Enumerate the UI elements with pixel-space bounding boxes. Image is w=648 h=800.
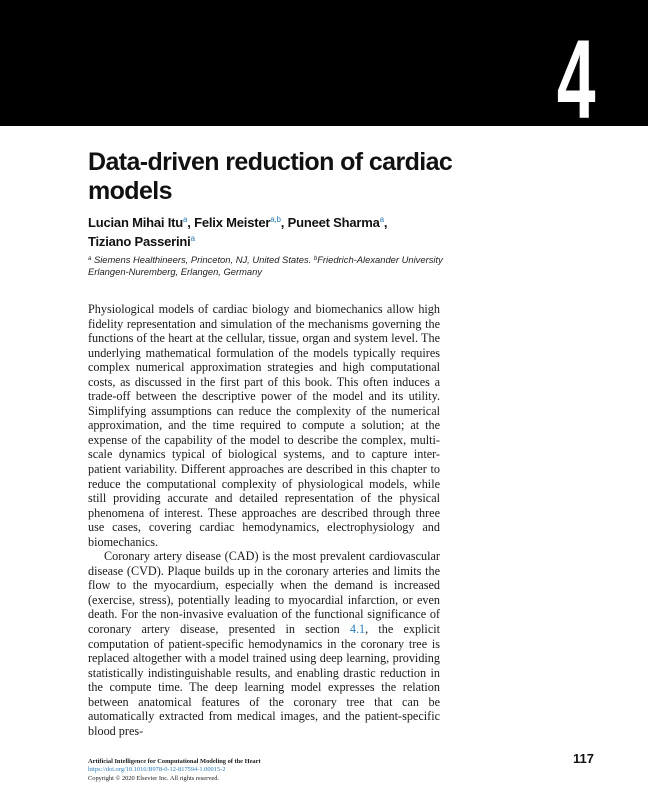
affiliation-a-text: Siemens Healthineers, Princeton, NJ, United States. xyxy=(93,254,312,265)
author-name: Lucian Mihai Itu xyxy=(88,215,184,230)
author-name: Puneet Sharma xyxy=(287,215,380,230)
affiliation-marker: a xyxy=(88,256,92,262)
chapter-title: Data-driven reduction of cardiac models xyxy=(88,148,453,205)
author-affiliation-link[interactable]: a xyxy=(379,215,384,224)
author-affiliation-link[interactable]: a,b xyxy=(270,215,281,224)
author-list: Lucian Mihai Itu$^a$, Felix Meister$^{a,b}$, Puneet Sharma$^a$, Tiziano Passerini$^a$ xyxy=(88,215,388,249)
author-name: Tiziano Passerini xyxy=(88,234,191,249)
affiliation-marker: b xyxy=(313,256,318,262)
section-cross-reference-link[interactable]: 4.1 xyxy=(349,622,366,637)
affiliations xyxy=(88,254,448,278)
footer-doi-link[interactable]: https://doi.org/10.1016/B978-0-12-817594-1.00015-2 xyxy=(88,766,226,774)
author-affiliation-link[interactable]: a xyxy=(190,234,195,243)
footer-copyright: Copyright © 2020 Elsevier Inc. All rights reserved. xyxy=(88,774,220,782)
affiliation-b-text: Friedrich-Alexander University Erlangen-Nuremberg, Erlangen, Germany xyxy=(88,254,443,277)
body-paragraph xyxy=(88,549,440,738)
chapter-number: 4 xyxy=(556,17,594,142)
body-paragraph: Physiological models of cardiac biology and biomechanics allow high fidelity representation and simulation of the mechanisms governing the functions of the heart at the cellular, tissue, organ and system level. The underlying mathematical formulation of the models typically requires complex numerical approximation strategies and high computational costs, as discussed in the first part of this book. This often induces a trade-off between the descriptive power of the model and its utility. Simplifying assumptions can reduce the complexity of the numerical approximation, and the time required to compute a solution; at the expense of the capability of the model to describe the complex, multi-scale dynamics typical of biological systems, and to capture inter-patient variability. Different approaches are described in this chapter to reduce the computational complexity of physiological models, while still providing accurate and detailed representation of the physical phenomena of interest. These approaches are described through three use cases, covering cardiac hemodynamics, electrophysiology and biomechanics. xyxy=(88,302,440,549)
page-number: 117 xyxy=(573,751,594,766)
author-affiliation-link[interactable]: a xyxy=(183,215,188,224)
chapter-body xyxy=(88,302,440,738)
page-footer xyxy=(88,758,608,783)
author-name: Felix Meister xyxy=(194,215,271,230)
footer-book-title: Artificial Intelligence for Computational Modeling of the Heart xyxy=(88,758,261,765)
body-text-run: Coronary artery disease (CAD) is the most prevalent cardiovascular disease (CVD). Plaque builds up in the coronary arteries and limits the flow to the myocardium, especially when the demand is increased (exercise, stress), potentially leading to myocardial infarction, or even death. For the non-invasive evaluation of the functional significance of coronary artery disease, presented in section xyxy=(88,549,440,637)
body-text-run: , the explicit computation of patient-specific hemodynamics in the coronary tree is replaced altogether with a model trained using deep learning, providing statistically indistinguishable results, and enabling drastic reduction in the compute time. The deep learning model expresses the relation between anatomical features of the coronary tree that can be automatically extracted from medical images, and the patient-specific blood pres- xyxy=(88,622,440,738)
chapter-header-band xyxy=(0,0,648,142)
